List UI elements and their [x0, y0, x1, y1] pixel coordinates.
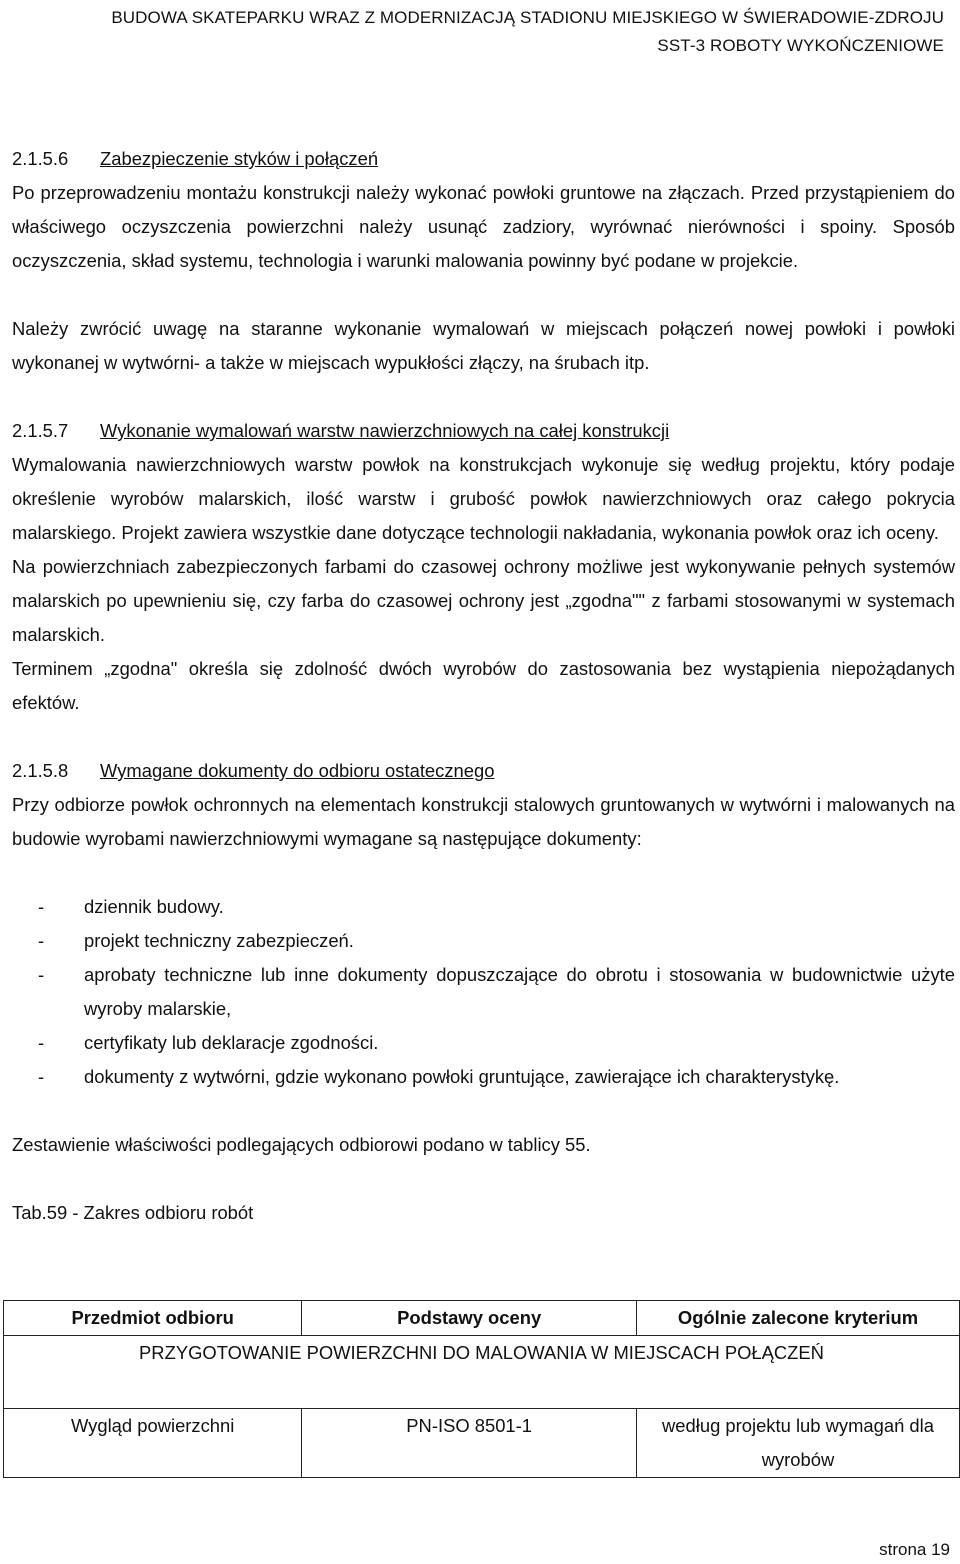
- list-item-text: dziennik budowy.: [84, 896, 224, 917]
- table-header-cell: Przedmiot odbioru: [4, 1301, 302, 1336]
- header-spec-code: SST-3 ROBOTY WYKOŃCZENIOWE: [657, 36, 944, 55]
- list-item: [12, 1060, 955, 1094]
- list-item: [12, 924, 955, 958]
- table-cell: według projektu lub wymagań dla wyrobów: [636, 1409, 959, 1478]
- table-section-row: [4, 1336, 960, 1409]
- list-bullet: -: [38, 896, 45, 917]
- section-title: Wymagane dokumenty do odbioru ostatecznego: [100, 760, 495, 781]
- paragraph: Po przeprowadzeniu montażu konstrukcji należy wykonać powłoki gruntowe na złączach. Przed przystąpieniem do właściwego oczyszczenia powierzchni należy usunąć zadziory, wyrównać nierówności i spoiny. Sposób oczyszczenia, skład systemu, technologia i warunki malowania powinny być podane w projekcie.: [12, 182, 955, 271]
- documents-list: [12, 890, 955, 1094]
- acceptance-table: [3, 1300, 960, 1478]
- list-bullet: -: [38, 1032, 45, 1053]
- list-item-text: projekt techniczny zabezpieczeń.: [84, 930, 354, 951]
- list-bullet: -: [38, 964, 45, 985]
- section-number: 2.1.5.8: [12, 760, 69, 781]
- paragraph: Zestawienie właściwości podlegających odbiorowi podano w tablicy 55.: [12, 1134, 591, 1155]
- table-header-cell: Podstawy oceny: [302, 1301, 637, 1336]
- paragraph: Przy odbiorze powłok ochronnych na elementach konstrukcji stalowych gruntowanych w wytwórni i malowanych na budowie wyrobami nawierzchniowymi wymagane są następujące dokumenty:: [12, 794, 955, 849]
- table-section-cell: PRZYGOTOWANIE POWIERZCHNI DO MALOWANIA W MIEJSCACH POŁĄCZEŃ: [4, 1336, 960, 1409]
- table-header-cell: Ogólnie zalecone kryterium: [636, 1301, 959, 1336]
- list-item-text: dokumenty z wytwórni, gdzie wykonano powłoki gruntujące, zawierające ich charakterystykę.: [84, 1066, 840, 1087]
- section-heading: [12, 142, 955, 176]
- section-heading: [12, 754, 955, 788]
- table-row: [4, 1409, 960, 1478]
- list-bullet: -: [38, 1066, 45, 1087]
- header-project-title: BUDOWA SKATEPARKU WRAZ Z MODERNIZACJĄ STADIONU MIEJSKIEGO W ŚWIERADOWIE-ZDROJU: [111, 8, 944, 27]
- section-number: 2.1.5.7: [12, 420, 69, 441]
- document-body: [12, 142, 955, 1230]
- paragraph: Na powierzchniach zabezpieczonych farbami do czasowej ochrony możliwe jest wykonywanie pełnych systemów malarskich po upewnieniu się, czy farba do czasowej ochrony jest „zgodna"" z farbami stosowanymi w systemach malarskich.: [12, 556, 955, 645]
- table-cell: PN-ISO 8501-1: [302, 1409, 637, 1478]
- paragraph: Terminem „zgodna" określa się zdolność dwóch wyrobów do zastosowania bez wystąpienia niepożądanych efektów.: [12, 658, 955, 713]
- list-item-text: aprobaty techniczne lub inne dokumenty dopuszczające do obrotu i stosowania w budownictwie użyte wyroby malarskie,: [84, 964, 955, 1019]
- table-caption: Tab.59 - Zakres odbioru robót: [12, 1202, 254, 1223]
- section-title: Wykonanie wymalowań warstw nawierzchniowych na całej konstrukcji: [100, 420, 670, 441]
- list-item: [12, 890, 955, 924]
- table-cell: Wygląd powierzchni: [4, 1409, 302, 1478]
- list-item: [12, 1026, 955, 1060]
- list-bullet: -: [38, 930, 45, 951]
- section-title: Zabezpieczenie styków i połączeń: [100, 148, 379, 169]
- section-number: 2.1.5.6: [12, 148, 69, 169]
- table-header-row: [4, 1301, 960, 1336]
- paragraph: Należy zwrócić uwagę na staranne wykonanie wymalowań w miejscach połączeń nowej powłoki i powłoki wykonanej w wytwórni- a także w miejscach wypukłości złączy, na śrubach itp.: [12, 318, 955, 373]
- paragraph: Wymalowania nawierzchniowych warstw powłok na konstrukcjach wykonuje się według projektu, który podaje określenie wyrobów malarskich, ilość warstw i grubość powłok nawierzchniowych oraz całego pokrycia malarskiego. Projekt zawiera wszystkie dane dotyczące technologii nakładania, wykonania powłok oraz ich oceny.: [12, 454, 955, 543]
- list-item: [12, 958, 955, 1026]
- list-item-text: certyfikaty lub deklaracje zgodności.: [84, 1032, 379, 1053]
- section-heading: [12, 414, 955, 448]
- page-number: strona 19: [879, 1540, 950, 1559]
